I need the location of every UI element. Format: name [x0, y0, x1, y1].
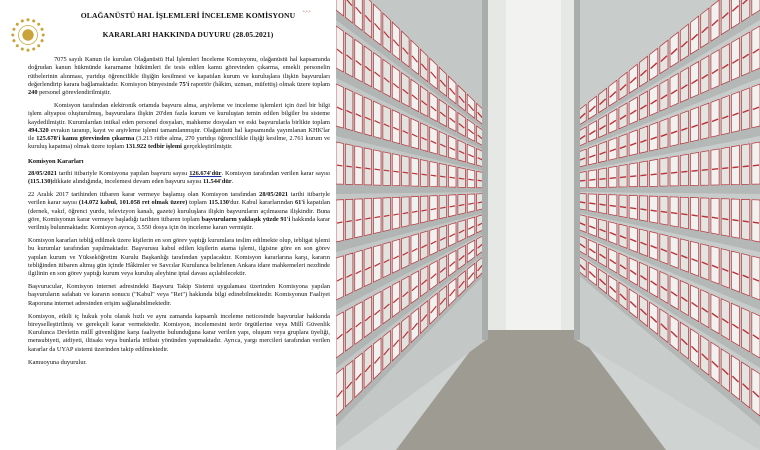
paragraph-3: 28/05/2021 tarihi itibariyle Komisyona yapılan başvuru sayısı 126.674'dür. Komisyon tarafından verilen karar sayısı (115.130)dikkate alındığında, incelemesi devam eden başvuru sayısı 11.544'dür. — [28, 170, 330, 186]
paragraph-6: Başvurucular, Komisyon internet adresindeki Başvuru Takip Sistemi uygulaması üzerinden Komisyona yapılan başvuruların safahatı ve kararın sonucu ("Kabul" veya "Ret") hakkında bilgi edinebilmektedir. Komisyonun Faaliyet Raporuna internet adresinden erişim sağlanabilmektedir. — [28, 283, 330, 307]
announcement-document — [0, 0, 336, 450]
document-body — [28, 56, 330, 371]
document-title-line2: KARARLARI HAKKINDA DUYURU (28.05.2021) — [102, 30, 274, 39]
paragraph-1: 7075 sayılı Kanun ile kurulan Olağanüstü Hal İşlemleri İnceleme Komisyonu, olağanüstü hal kapsamında doğrudan kanun hükmünde kararname hükümleri ile tesis edilen kamu görevinden çıkarma, emekli personelin rütbelerinin alınması, yurtdışı öğrencilikle ilişiğin kesilmesi ve kapatılan kurum ve kuruluşlara ilişkin başvuruları değerlendirip karara bağlamaktadır. Komisyon bünyesinde 75'i raportör (hâkim, uzman, müfettiş) olmak üzere toplam 240 personel görevlendirilmiştir. — [28, 56, 330, 97]
section-heading: Komisyon Kararları — [28, 157, 84, 165]
archive-photo-canvas — [336, 0, 760, 450]
paragraph-5: Komisyon kararları tebliğ edilmek üzere kişilerin en son görev yaptığı kurumlara teslim edilmekte olup, tebligat işlemi bu kurumlar tarafından yapılmaktadır. Başvurusu kabul edilen kişilerin atama işlemi, ilgisine göre en son görev yapılan kurum ve Yükseköğretim Kurulu Başkanlığı tarafından yapılacaktır. Komisyon kararlarına karşı, kararın tebliğinden itibaren altmış gün içinde Hâkimler ve Savcılar Kurulunca belirlenen Ankara idare mahkemeleri nezdinde ilgilinin en son görev yaptığı kurum veya kuruluş aleyhine iptal davası açılabilecektir. — [28, 237, 330, 278]
paragraph-2: Komisyon tarafından elektronik ortamda başvuru alma, arşivleme ve inceleme işlemleri için özel bir bilgi işlem altyapısı oluşturulmuş, başvurulara ilişkin 20'den fazla kurum ve kuruluştan temin edilen bilgiler bu sisteme kaydedilmiştir. Kurumlardan intikal eden personel dosyaları, mahkeme dosyaları ve eski başvurularla birlikte toplam 494.320 evrakın taranıp, kayıt ve arşivleme işlemi tamamlanmıştır. Olağanüstü hal kapsamında yayımlanan KHK'lar ile 125.678'i kamu görevinden çıkarma (3.213 rütbe alma, 270 yurtdışı öğrencilikle ilişiği kesilme, 2.761 kurum ve kuruluş kapatma) olmak üzere toplam 131.922 tedbir işlemi gerçekleştirilmiştir. — [28, 101, 330, 151]
paragraph-7: Komisyon, etkili iç hukuk yolu olarak hızlı ve aynı zamanda kapsamlı inceleme neticesinde başvurular hakkında bireyselleştirilmiş ve gerekçeli karar vermektedir. Komisyon, incelemesini terör örgütlerine veya Millî Güvenlik Kurulunca Devletin millî güvenliğine karşı faaliyette bulunduğuna karar verilen yapı, oluşum veya gruplara üyeliği, mensubiyeti, aidiyeti, iltisakı veya bunlarla irtibatı yönünden yapmaktadır. Ayrıca, yargı mercileri tarafından verilen kararlar da UYAP sistemi üzerinden takip edilmektedir. — [28, 312, 330, 353]
archive-shelves-photo — [336, 0, 760, 450]
document-title-line1: OLAĞANÜSTÜ HAL İŞLEMLERİ İNCELEME KOMİSYONU — [80, 11, 296, 20]
closing-line: Kamuoyuna duyurulur. — [28, 358, 87, 366]
paragraph-4: 22 Aralık 2017 tarihinden itibaren karar vermeye başlamış olan Komisyon tarafından 28/05/2021 tarihi itibariyle verilen karar sayısı (14.072 kabul, 101.058 ret olmak üzere) toplam 115.130'dur. Kabul kararlarından 61'i kapatılan (dernek, vakıf, öğrenci yurdu, televizyon kanalı, gazete) kuruluşlara ilişkin başvuruların açılmasına ilişkindir. Buna göre, Komisyonun karar vermeye başladığı tarihten itibaren toplam başvuruların yaklaşık yüzde 91'i hakkında karar verilmiş bulunmaktadır. Komisyon ayrıca, 3.550 dosya için ön inceleme kararı vermiştir. — [28, 191, 330, 232]
document-stamp: •.•.• — [303, 10, 311, 15]
state-emblem-icon — [9, 16, 47, 54]
